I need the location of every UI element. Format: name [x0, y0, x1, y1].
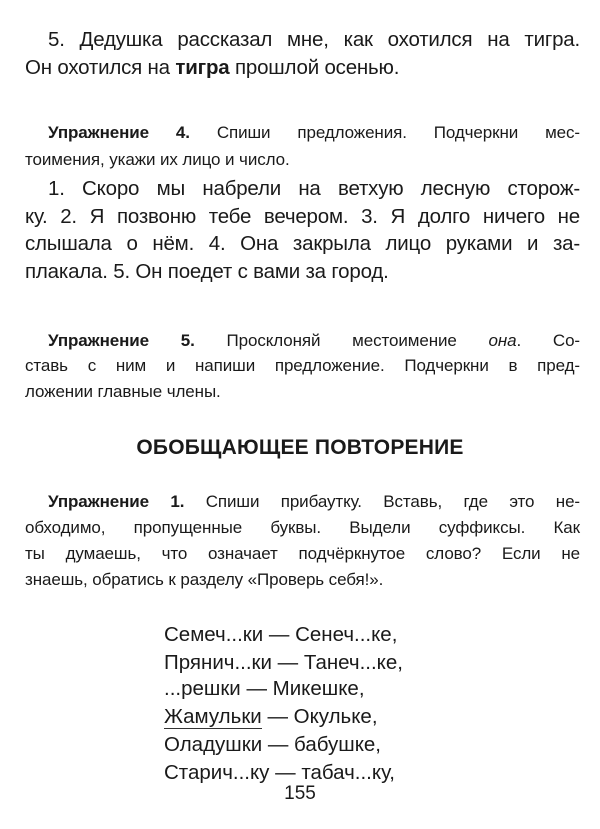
text-run: Просклоняй местоимение: [194, 331, 489, 350]
poem-line: ...решки — Микешке,: [164, 677, 365, 700]
text-line: знаешь, обратись к разделу «Проверь себя!».: [25, 570, 384, 589]
text-line: обходимо, пропущенные буквы. Выдели суффиксы. Как: [25, 518, 580, 537]
exercise-5-instruction: [48, 328, 580, 354]
underlined-word: Жамульки: [164, 705, 262, 728]
poem-line: Оладушки — бабушке,: [164, 733, 382, 756]
exercise-4-instruction: [48, 120, 580, 146]
text-line: 1. Скоро мы набрели на ветхую лесную сторож-: [48, 177, 580, 200]
text-run: Он охотился на: [25, 56, 176, 79]
exercise-heading: Упражнение 1.: [48, 492, 185, 511]
poem-line: [164, 703, 378, 731]
text-run: . Со-: [516, 331, 580, 350]
text-run: Спиши предложения. Подчеркни мес-: [189, 123, 580, 142]
italic-word: она: [488, 331, 517, 350]
text-line: ставь с ним и напиши предложение. Подчеркни в пред-: [25, 356, 580, 375]
text-line: тоимения, укажи их лицо и число.: [25, 150, 290, 169]
text-run: прошлой осенью.: [229, 56, 400, 79]
exercise-heading: Упражнение 5.: [48, 331, 195, 350]
poem-line: Старич...ку — табач...ку,: [164, 761, 395, 784]
text-line: ку. 2. Я позвоню тебе вечером. 3. Я долго ничего не: [25, 205, 580, 228]
text-run: Спиши прибаутку. Вставь, где это не-: [184, 492, 580, 511]
text-line: слышала о нём. 4. Она закрыла лицо руками и за-: [25, 232, 580, 255]
page-number: 155: [284, 783, 316, 804]
poem-line: Прянич...ки — Танеч...ке,: [164, 651, 403, 674]
text-line: плакала. 5. Он поедет с вами за город.: [25, 260, 389, 283]
text-line: ложении главные члены.: [25, 382, 221, 401]
poem-line: Семеч...ки — Сенеч...ке,: [164, 623, 398, 646]
text-line: 5. Дедушка рассказал мне, как охотился на тигра.: [48, 28, 580, 51]
section-title: ОБОБЩАЮЩЕЕ ПОВТОРЕНИЕ: [136, 436, 464, 459]
exercise-1-instruction: [48, 489, 580, 515]
text-line: ты думаешь, что означает подчёркнутое слово? Если не: [25, 544, 580, 563]
bold-word: тигра: [175, 56, 230, 79]
text-run: — Окульке,: [261, 705, 378, 728]
text-line: [25, 54, 580, 82]
exercise-heading: Упражнение 4.: [48, 123, 190, 142]
